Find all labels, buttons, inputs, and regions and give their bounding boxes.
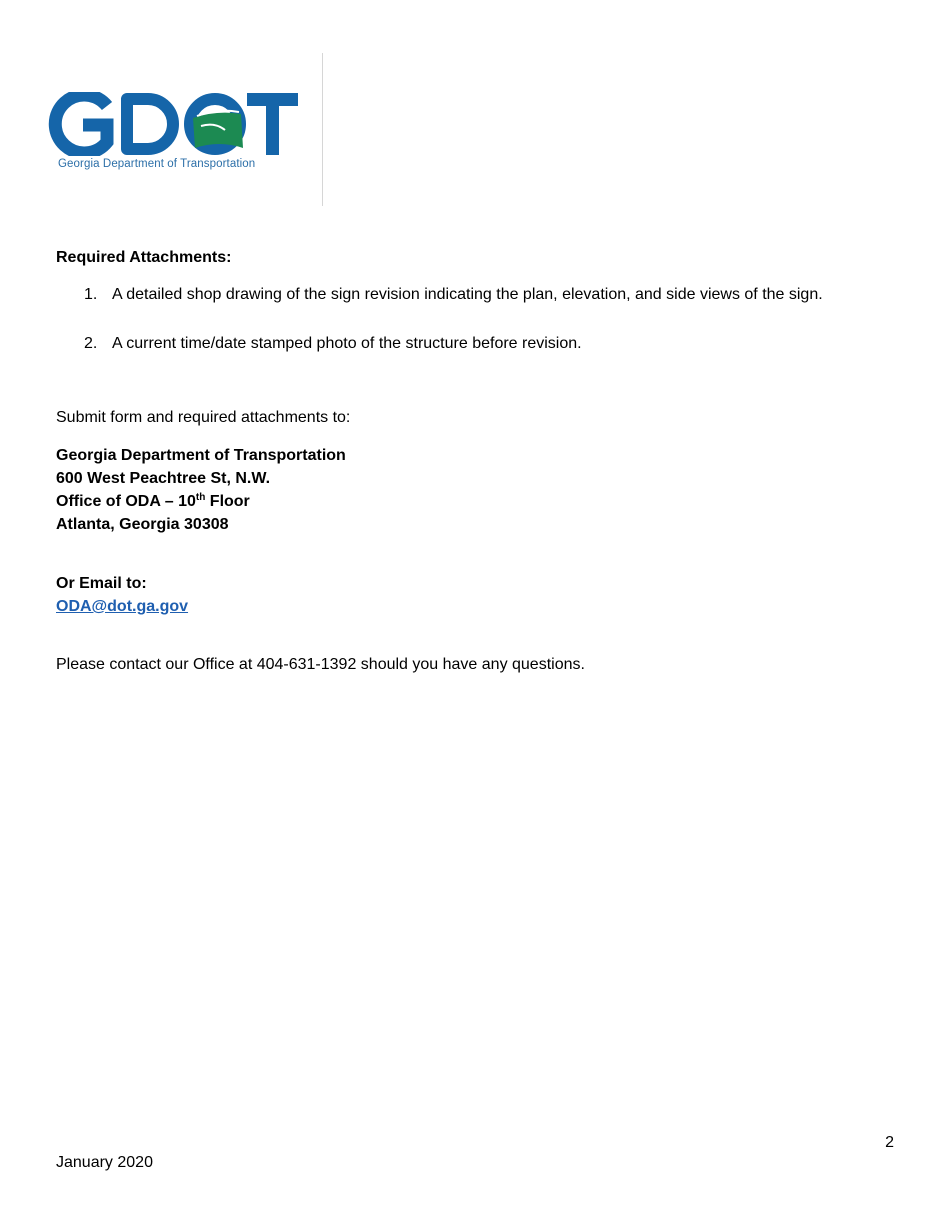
gdot-logo bbox=[47, 92, 302, 177]
email-label: Or Email to: bbox=[56, 575, 147, 592]
address-org: Georgia Department of Transportation bbox=[56, 447, 346, 464]
address-street: 600 West Peachtree St, N.W. bbox=[56, 470, 271, 487]
page-number: 2 bbox=[885, 1134, 894, 1151]
attachment-item bbox=[56, 334, 823, 354]
address-office: Office of ODA – 10th Floor bbox=[56, 492, 250, 510]
list-number: 1. bbox=[84, 286, 98, 303]
email-block bbox=[56, 572, 188, 618]
submit-instruction: Submit form and required attachments to: bbox=[56, 409, 351, 426]
email-link[interactable]: ODA@dot.ga.gov bbox=[56, 598, 189, 615]
contact-note: Please contact our Office at 404-631-1392 should you have any questions. bbox=[56, 656, 585, 673]
attachment-item bbox=[56, 285, 823, 305]
attachment-text: A current time/date stamped photo of the structure before revision. bbox=[112, 335, 582, 352]
attachment-text: A detailed shop drawing of the sign revision indicating the plan, elevation, and side views of the sign. bbox=[112, 286, 823, 303]
attachments-list bbox=[56, 285, 823, 354]
gdot-wordmark-icon bbox=[47, 92, 302, 156]
required-attachments-heading: Required Attachments: bbox=[56, 249, 232, 266]
mailing-address bbox=[56, 444, 346, 536]
list-number: 2. bbox=[84, 335, 98, 352]
header-divider bbox=[322, 53, 323, 206]
footer-date: January 2020 bbox=[56, 1154, 153, 1171]
address-city: Atlanta, Georgia 30308 bbox=[56, 516, 229, 533]
logo-caption: Georgia Department of Transportation bbox=[58, 158, 256, 170]
